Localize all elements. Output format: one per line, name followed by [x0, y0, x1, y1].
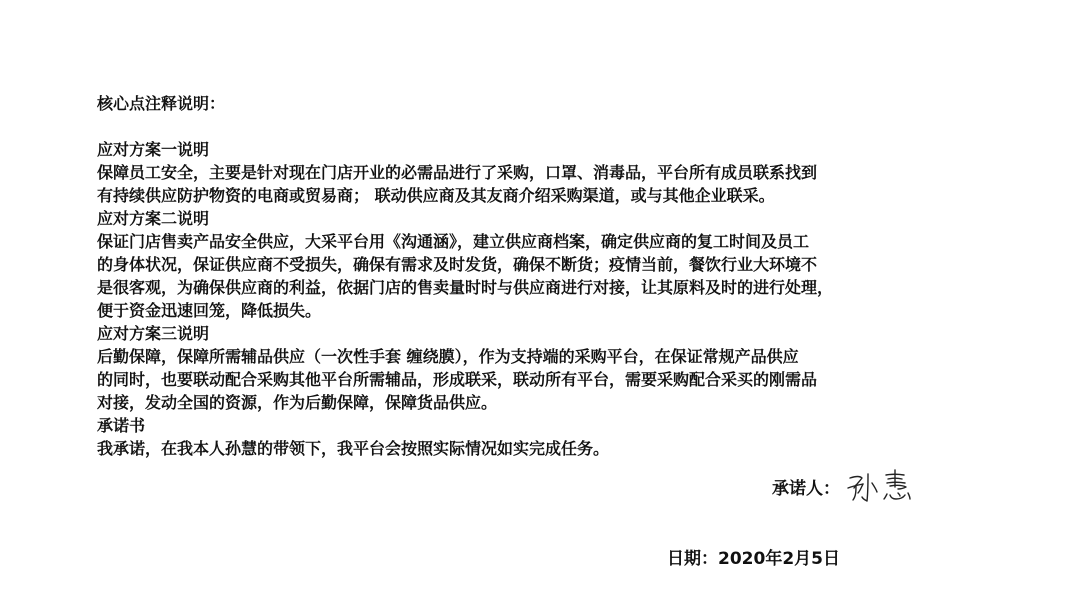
plan3-line: 后勤保障，保障所需辅品供应（一次性手套 缠绕膜），作为支持端的采购平台，在保证常规产品供应 — [97, 347, 799, 366]
pledge-line: 我承诺，在我本人孙慧的带领下，我平台会按照实际情况如实完成任务。 — [97, 439, 610, 458]
plan3-line: 的同时，也要联动配合采购其他平台所需辅品，形成联采，联动所有平台，需要采购配合采买的刚需品 — [97, 370, 818, 389]
signer-block — [772, 466, 932, 506]
signer-label: 承诺人： — [772, 478, 840, 499]
plan2-line: 保证门店售卖产品安全供应，大采平台用《沟通涵》，建立供应商档案，确定供应商的复工时间及员工 — [97, 232, 810, 251]
plan2-line: 的身体状况，保证供应商不受损失，确保有需求及时发货，确保不断货；疫情当前，餐饮行业大环境不 — [97, 255, 818, 274]
spacer — [97, 115, 977, 138]
handwritten-signature — [846, 466, 932, 506]
plan2-line: 便于资金迅速回笼，降低损失。 — [97, 301, 322, 320]
document-heading: 核心点注释说明： — [97, 94, 226, 113]
plan3-title: 应对方案三说明 — [97, 324, 210, 343]
document-body — [97, 92, 977, 460]
plan2-title: 应对方案二说明 — [97, 209, 210, 228]
plan1-line: 保障员工安全，主要是针对现在门店开业的必需品进行了采购，口罩、消毒品，平台所有成员联系找到 — [97, 163, 818, 182]
plan1-line: 有持续供应防护物资的电商或贸易商； 联动供应商及其友商介绍采购渠道，或与其他企业联采。 — [97, 186, 775, 205]
plan3-line: 对接，发动全国的资源，作为后勤保障，保障货品供应。 — [97, 393, 498, 412]
date-line: 日期：2020年2月5日 — [667, 549, 840, 569]
pledge-title: 承诺书 — [97, 416, 146, 435]
plan1-title: 应对方案一说明 — [97, 140, 210, 159]
plan2-line: 是很客观，为确保供应商的利益，依据门店的售卖量时时与供应商进行对接，让其原料及时的进行处理， — [97, 278, 834, 297]
